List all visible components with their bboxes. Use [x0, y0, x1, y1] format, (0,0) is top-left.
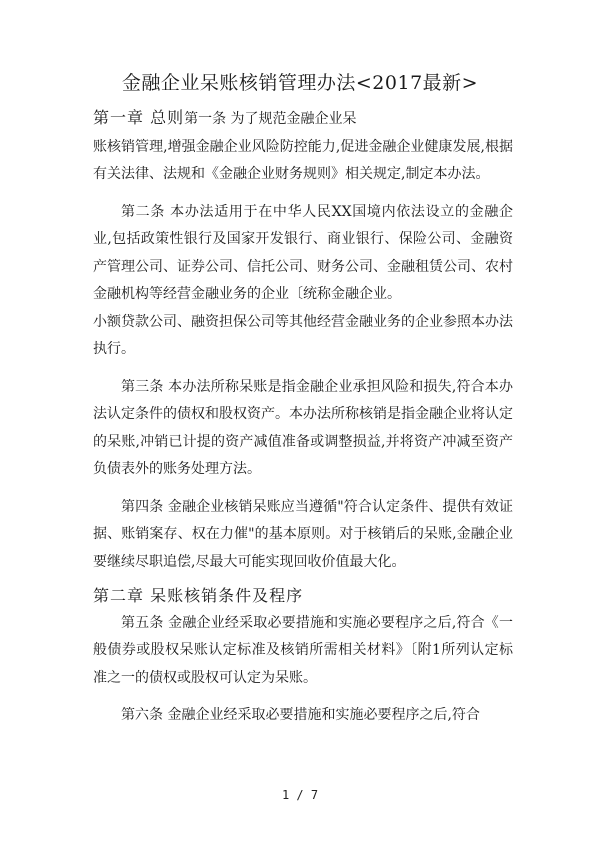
chapter1-intro-line — [93, 104, 513, 134]
page-number: 1 / 7 — [281, 788, 319, 802]
document-body — [93, 104, 513, 730]
article4-text: 第四条 金融企业核销呆账应当遵循"符合认定条件、提供有效证据、账销案存、权在力催"的基本原则。对于核销后的呆账,金融企业要继续尽职追偿,尽最大可能实现回收价值最大化。 — [93, 498, 513, 570]
document-title: 金融企业呆账核销管理办法<2017最新> — [121, 72, 479, 94]
article5-text: 第五条 金融企业经采取必要措施和实施必要程序之后,符合《一般债券或股权呆账认定标准及核销所需相关材料》〔附1所列认定标准之一的债权或股权可认定为呆账。 — [93, 614, 513, 686]
article1-start: 第一条 为了规范金融企业呆 — [184, 111, 357, 127]
article2-note: 小额贷款公司、融资担保公司等其他经营金融业务的企业参照本办法执行。 — [93, 313, 513, 357]
article1-text: 账核销管理,增强金融企业风险防控能力,促进金融企业健康发展,根据有关法律、法规和《金融企业财务规则》相关规定,制定本办法。 — [93, 138, 513, 182]
chapter1-heading: 第一章 总则 — [93, 108, 185, 127]
article3-text: 第三条 本办法所称呆账是指金融企业承担风险和损失,符合本办法认定条件的债权和股权资产。本办法所称核销是指金融企业将认定的呆账,冲销已计提的资产减值准备或调整损益,并将资产冲减至资产负债表外的账务处理方法。 — [93, 378, 513, 477]
article6-text: 第六条 金融企业经采取必要措施和实施必要程序之后,符合 — [121, 707, 480, 723]
chapter2-heading: 第二章 呆账核销条件及程序 — [93, 586, 304, 605]
article2-text: 第二条 本办法适用于在中华人民XX国境内依法设立的金融企业,包括政策性银行及国家开发银行、商业银行、保险公司、金融资产管理公司、证券公司、信托公司、财务公司、金融租赁公司、农村金融机构等经营金融业务的企业〔统称金融企业。 — [93, 203, 513, 302]
